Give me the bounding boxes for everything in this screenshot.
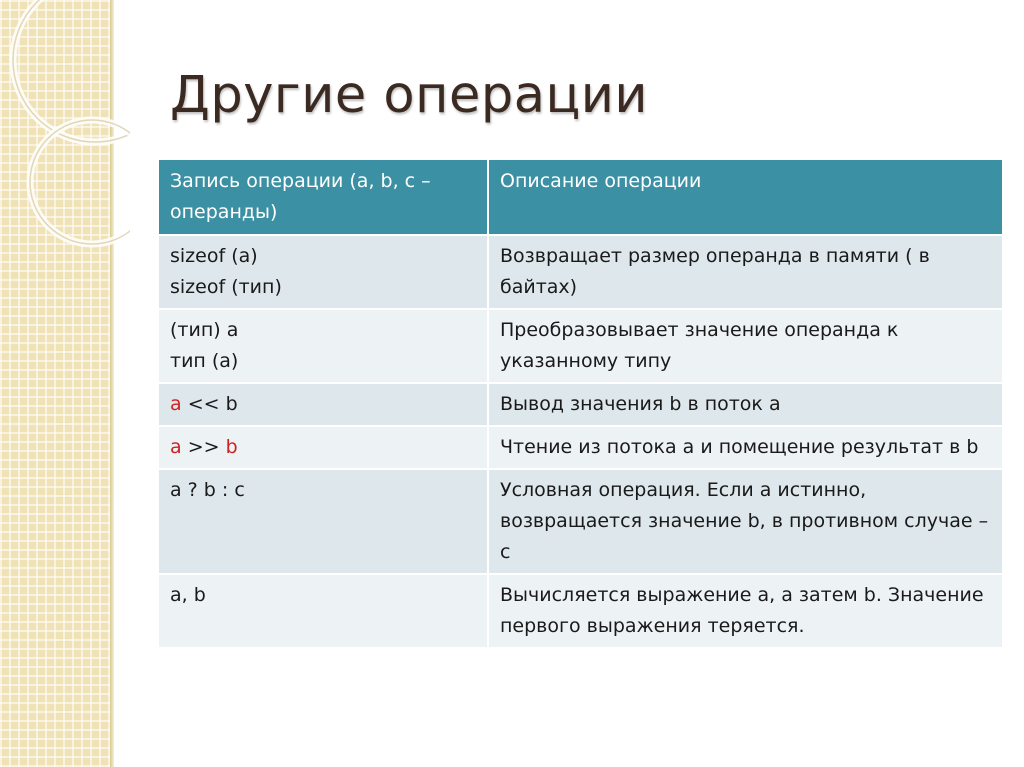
operation-cell: a ? b : c	[159, 469, 488, 574]
operand-highlight: b	[225, 436, 238, 458]
description-cell: Вычисляется выражение a, a затем b. Значение первого выражения теряется.	[488, 574, 1002, 647]
table-row	[159, 309, 1002, 383]
description-cell: Преобразовывает значение операнда к указанному типу	[488, 309, 1002, 383]
operation-text: (тип) a	[170, 319, 239, 341]
table-row	[159, 469, 1002, 574]
table-row	[159, 426, 1002, 469]
operation-text: << b	[181, 393, 238, 415]
operation-text: >>	[181, 436, 226, 458]
header-operation-description: Описание операции	[488, 160, 1002, 235]
operation-cell	[159, 235, 488, 309]
operation-text: sizeof (тип)	[170, 276, 282, 298]
operation-cell: a, b	[159, 574, 488, 647]
description-cell: Вывод значения b в поток a	[488, 383, 1002, 426]
table-row	[159, 383, 1002, 426]
description-cell: Условная операция. Если a истинно, возвращается значение b, в противном случае – c	[488, 469, 1002, 574]
table-row	[159, 574, 1002, 647]
operation-cell	[159, 309, 488, 383]
header-operation-notation: Запись операции (a, b, c – операнды)	[159, 160, 488, 235]
operation-text: sizeof (a)	[170, 245, 258, 267]
operand-highlight: a	[170, 393, 182, 415]
decorative-rings	[0, 0, 130, 260]
slide-title: Другие операции	[170, 66, 648, 125]
operand-highlight: a	[170, 436, 182, 458]
operation-cell	[159, 426, 488, 469]
description-cell: Чтение из потока a и помещение результат в b	[488, 426, 1002, 469]
operation-cell	[159, 383, 488, 426]
table-row	[159, 235, 1002, 309]
table-header-row	[159, 160, 1002, 235]
operations-table	[159, 160, 1002, 647]
operation-text: тип (a)	[170, 350, 239, 372]
description-cell: Возвращает размер операнда в памяти ( в байтах)	[488, 235, 1002, 309]
